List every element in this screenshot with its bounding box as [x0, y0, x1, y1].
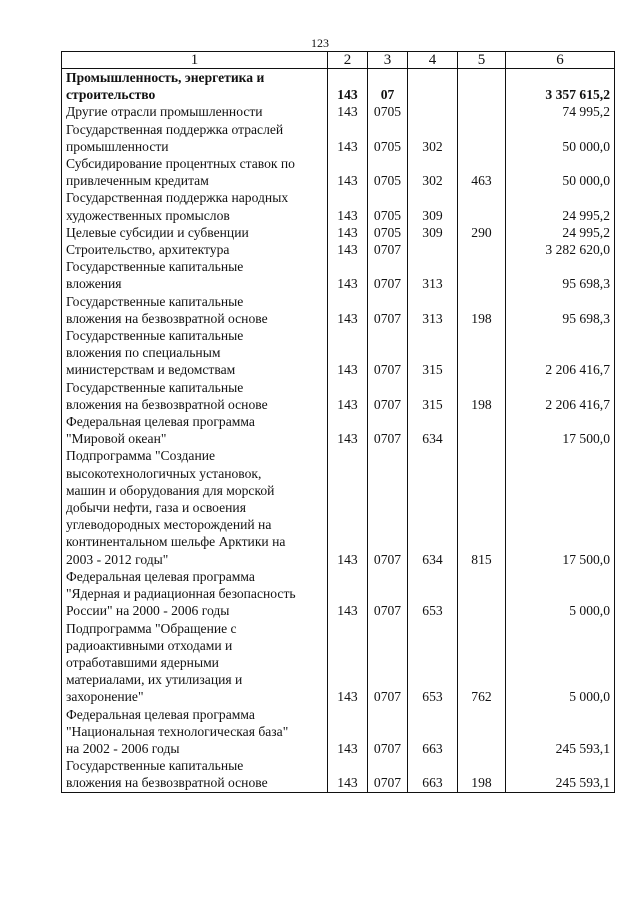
table-row — [62, 568, 615, 620]
row-name: Целевые субсидии и субвенции — [62, 224, 328, 241]
row-amount: 50 000,0 — [506, 121, 615, 155]
row-code-chapter: 143 — [328, 69, 368, 104]
row-name: Федеральная целевая программа "Ядерная и радиационная безопасность России" на 2000 - 2006 годы — [62, 568, 328, 620]
header-cell: 5 — [458, 52, 506, 69]
row-name: Государственная поддержка отраслей промышленности — [62, 121, 328, 155]
row-amount: 17 500,0 — [506, 413, 615, 447]
row-amount: 17 500,0 — [506, 447, 615, 567]
row-code-expense — [458, 706, 506, 758]
row-code-expense — [458, 69, 506, 104]
row-code-chapter: 143 — [328, 155, 368, 189]
row-code-expense: 762 — [458, 620, 506, 706]
row-code-target: 309 — [408, 189, 458, 223]
table-row — [62, 447, 615, 567]
row-code-expense — [458, 241, 506, 258]
row-name: Государственные капитальные вложения на безвозвратной основе — [62, 293, 328, 327]
row-amount: 5 000,0 — [506, 620, 615, 706]
row-code-chapter: 143 — [328, 258, 368, 292]
row-code-target: 653 — [408, 568, 458, 620]
header-cell: 3 — [368, 52, 408, 69]
row-code-chapter: 143 — [328, 413, 368, 447]
table-row — [62, 706, 615, 758]
row-code-expense — [458, 258, 506, 292]
row-code-section: 0707 — [368, 620, 408, 706]
table-row — [62, 155, 615, 189]
row-amount: 95 698,3 — [506, 258, 615, 292]
row-amount: 74 995,2 — [506, 103, 615, 120]
row-code-target: 315 — [408, 379, 458, 413]
row-code-chapter: 143 — [328, 293, 368, 327]
row-code-target: 315 — [408, 327, 458, 379]
row-name: Государственные капитальные вложения на безвозвратной основе — [62, 379, 328, 413]
row-code-expense: 198 — [458, 757, 506, 792]
row-code-section: 0707 — [368, 327, 408, 379]
row-code-section: 0707 — [368, 706, 408, 758]
header-row — [62, 52, 615, 69]
row-code-chapter: 143 — [328, 620, 368, 706]
row-name: Государственные капитальные вложения по специальным министерствам и ведомствам — [62, 327, 328, 379]
row-code-target: 302 — [408, 121, 458, 155]
row-code-expense: 198 — [458, 379, 506, 413]
row-code-chapter: 143 — [328, 224, 368, 241]
header-cell: 4 — [408, 52, 458, 69]
row-code-section: 0707 — [368, 379, 408, 413]
row-code-target: 313 — [408, 293, 458, 327]
row-code-section: 0707 — [368, 568, 408, 620]
row-amount: 2 206 416,7 — [506, 379, 615, 413]
row-code-expense: 463 — [458, 155, 506, 189]
row-code-chapter: 143 — [328, 379, 368, 413]
row-code-chapter: 143 — [328, 121, 368, 155]
table-row — [62, 224, 615, 241]
row-code-chapter: 143 — [328, 327, 368, 379]
row-name: Федеральная целевая программа "Национальная технологическая база" на 2002 - 2006 годы — [62, 706, 328, 758]
row-code-section: 0707 — [368, 757, 408, 792]
row-amount: 95 698,3 — [506, 293, 615, 327]
row-amount: 245 593,1 — [506, 706, 615, 758]
row-code-section: 0707 — [368, 413, 408, 447]
row-amount: 2 206 416,7 — [506, 327, 615, 379]
table-row — [62, 189, 615, 223]
row-code-expense — [458, 327, 506, 379]
row-code-expense — [458, 121, 506, 155]
row-code-section: 0705 — [368, 224, 408, 241]
table-row — [62, 379, 615, 413]
table-row — [62, 103, 615, 120]
row-code-section: 0707 — [368, 447, 408, 567]
row-code-section: 0707 — [368, 241, 408, 258]
row-code-target: 634 — [408, 447, 458, 567]
table-row — [62, 413, 615, 447]
row-code-expense: 815 — [458, 447, 506, 567]
row-code-target — [408, 241, 458, 258]
row-code-expense — [458, 413, 506, 447]
row-code-section: 0707 — [368, 258, 408, 292]
row-code-section: 0705 — [368, 121, 408, 155]
row-code-expense — [458, 189, 506, 223]
page-number: 123 — [311, 36, 329, 50]
row-code-target: 302 — [408, 155, 458, 189]
row-code-target: 309 — [408, 224, 458, 241]
row-code-chapter: 143 — [328, 241, 368, 258]
row-amount: 50 000,0 — [506, 155, 615, 189]
row-code-expense: 290 — [458, 224, 506, 241]
row-name: Государственные капитальные вложения — [62, 258, 328, 292]
row-code-section: 0705 — [368, 103, 408, 120]
row-name: Строительство, архитектура — [62, 241, 328, 258]
row-code-chapter: 143 — [328, 189, 368, 223]
row-code-chapter: 143 — [328, 103, 368, 120]
row-code-target: 663 — [408, 757, 458, 792]
table-row — [62, 757, 615, 792]
row-name: Промышленность, энергетика и строительство — [62, 69, 328, 104]
row-name: Подпрограмма "Создание высокотехнологичных установок, машин и оборудования для морской добычи нефти, газа и освоения углеводородных месторождений на континентальном шельфе Арктики на 2003 - 2012 годы" — [62, 447, 328, 567]
row-code-expense — [458, 568, 506, 620]
row-code-section: 07 — [368, 69, 408, 104]
table-row — [62, 327, 615, 379]
row-name: Государственная поддержка народных художественных промыслов — [62, 189, 328, 223]
row-code-chapter: 143 — [328, 568, 368, 620]
row-code-expense: 198 — [458, 293, 506, 327]
row-code-section: 0707 — [368, 293, 408, 327]
row-code-chapter: 143 — [328, 706, 368, 758]
table-row — [62, 241, 615, 258]
table-row — [62, 121, 615, 155]
row-code-target: 653 — [408, 620, 458, 706]
row-amount: 3 357 615,2 — [506, 69, 615, 104]
budget-table — [61, 51, 615, 793]
row-code-chapter: 143 — [328, 447, 368, 567]
row-code-section: 0705 — [368, 155, 408, 189]
row-code-target — [408, 103, 458, 120]
row-code-target: 663 — [408, 706, 458, 758]
row-name: Субсидирование процентных ставок по привлеченным кредитам — [62, 155, 328, 189]
header-cell: 1 — [62, 52, 328, 69]
row-code-expense — [458, 103, 506, 120]
row-amount: 24 995,2 — [506, 189, 615, 223]
header-cell: 6 — [506, 52, 615, 69]
row-name: Государственные капитальные вложения на безвозвратной основе — [62, 757, 328, 792]
table-row — [62, 258, 615, 292]
table-row — [62, 620, 615, 706]
row-amount: 24 995,2 — [506, 224, 615, 241]
row-code-chapter: 143 — [328, 757, 368, 792]
row-amount: 245 593,1 — [506, 757, 615, 792]
row-code-target: 313 — [408, 258, 458, 292]
row-amount: 3 282 620,0 — [506, 241, 615, 258]
row-name: Федеральная целевая программа "Мировой океан" — [62, 413, 328, 447]
row-code-target: 634 — [408, 413, 458, 447]
row-amount: 5 000,0 — [506, 568, 615, 620]
row-name: Подпрограмма "Обращение с радиоактивными отходами и отработавшими ядерными материалами, их утилизация и захоронение" — [62, 620, 328, 706]
header-cell: 2 — [328, 52, 368, 69]
table-row — [62, 293, 615, 327]
row-code-target — [408, 69, 458, 104]
table-row — [62, 69, 615, 104]
row-code-section: 0705 — [368, 189, 408, 223]
row-name: Другие отрасли промышленности — [62, 103, 328, 120]
